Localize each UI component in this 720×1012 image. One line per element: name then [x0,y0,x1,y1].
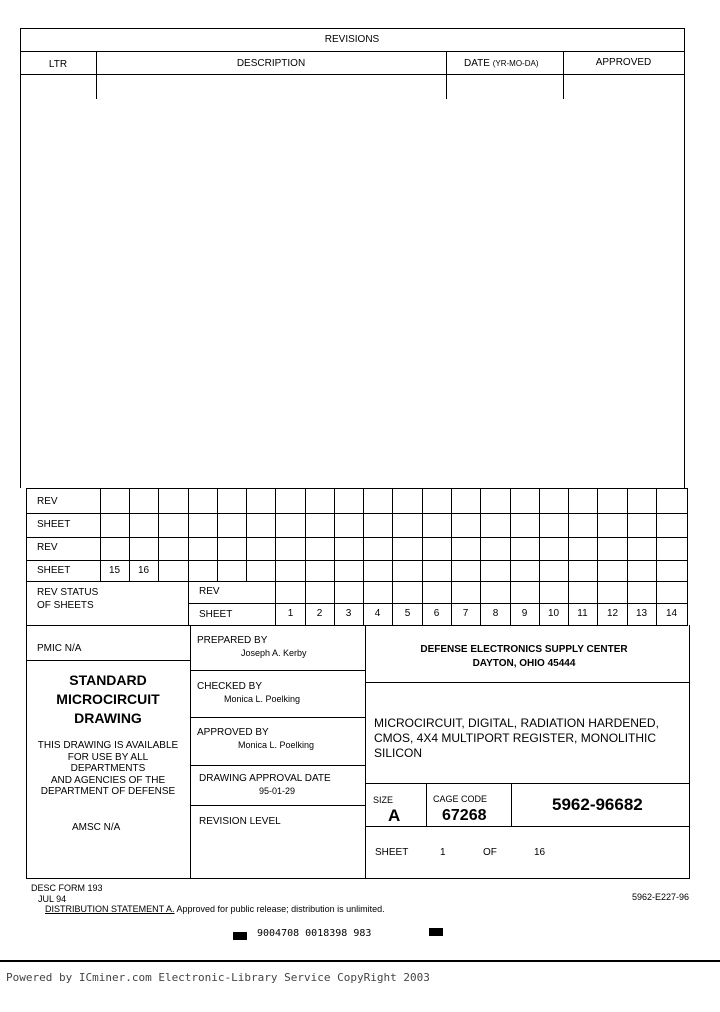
agency-line-2: DAYTON, OHIO 45444 [472,658,576,669]
status-sheet-7: 7 [462,608,469,619]
sheet-value: 1 [440,847,446,858]
rev-status-rev-label: REV [199,586,220,597]
cage-code-value: 67268 [442,807,487,824]
availability-line-3: DEPARTMENTS [70,763,146,774]
barcode-right-block [429,928,443,936]
barcode-text: 9004708 0018398 983 [257,928,372,939]
rev-row-label-1: REV [37,496,58,507]
sheet-label: SHEET [375,847,409,858]
form-date: JUL 94 [38,894,67,904]
size-value: A [388,806,401,825]
form-code: 5962-E227-96 [632,892,690,902]
status-sheet-13: 13 [635,608,648,619]
approved-by-name: Monica L. Poelking [238,740,315,750]
revision-level-label: REVISION LEVEL [199,816,281,827]
standard-title-3: DRAWING [74,710,142,726]
status-sheet-1: 1 [287,608,294,619]
of-label: OF [483,847,497,858]
agency-line-1: DEFENSE ELECTRONICS SUPPLY CENTER [420,644,628,655]
standard-title-1: STANDARD [69,672,147,688]
prepared-by-label: PREPARED BY [197,635,268,646]
drawing-title-2: CMOS, 4X4 MULTIPORT REGISTER, MONOLITHIC [374,731,657,745]
sheet-number-16: 16 [137,565,150,576]
status-sheet-5: 5 [404,608,411,619]
status-sheet-14: 14 [665,608,678,619]
date-label: DATE [464,58,490,69]
col-ltr-header: LTR [48,59,68,70]
approved-by-label: APPROVED BY [197,727,269,738]
drawing-title-1: MICROCIRCUIT, DIGITAL, RADIATION HARDENED, [374,716,659,730]
status-sheet-9: 9 [521,608,528,619]
drawing-number: 5962-96682 [552,795,643,814]
prepared-by-name: Joseph A. Kerby [241,648,307,658]
drawing-title-3: SILICON [374,746,423,760]
status-sheet-12: 12 [606,608,619,619]
availability-line-2: FOR USE BY ALL [67,752,149,763]
rev-status-label-1: REV STATUS [37,587,99,598]
status-sheet-11: 11 [577,608,588,619]
status-sheet-2: 2 [316,608,323,619]
status-sheet-6: 6 [433,608,440,619]
of-value: 16 [534,847,546,858]
pmic-label: PMIC N/A [37,643,82,654]
barcode-left-block [233,932,247,940]
checked-by-label: CHECKED BY [197,681,263,692]
cage-code-label: CAGE CODE [433,794,488,804]
rev-row-label-2: REV [37,542,58,553]
revisions-title: REVISIONS [324,34,380,45]
col-date-header [464,58,539,70]
status-sheet-8: 8 [492,608,499,619]
sheet-number-15: 15 [108,565,121,576]
size-label: SIZE [373,795,394,805]
col-description-header: DESCRIPTION [236,58,306,69]
availability-line-4: AND AGENCIES OF THE [50,775,166,786]
sheet-row-label-2: SHEET [37,565,71,576]
sheet-row-label-1: SHEET [37,519,71,530]
distribution-text: Approved for public release; distribution is unlimited. [176,904,385,914]
approval-date-value: 95-01-29 [259,786,296,796]
rev-status-label-2: OF SHEETS [37,600,94,611]
status-sheet-10: 10 [547,608,560,619]
status-sheet-4: 4 [374,608,381,619]
availability-line-5: DEPARTMENT OF DEFENSE [40,786,176,797]
amsc-label: AMSC N/A [72,822,121,833]
approval-date-label: DRAWING APPROVAL DATE [199,773,331,784]
form-number: DESC FORM 193 [31,883,103,893]
col-approved-header: APPROVED [595,57,652,68]
powered-by-banner: Powered by ICminer.com Electronic-Library Service CopyRight 2003 [6,971,430,984]
availability-line-1: THIS DRAWING IS AVAILABLE [37,740,179,751]
date-format: (YR-MO-DA) [492,59,539,68]
standard-title-2: MICROCIRCUIT [56,691,160,707]
status-sheet-3: 3 [345,608,352,619]
checked-by-name: Monica L. Poelking [224,694,301,704]
distribution-label: DISTRIBUTION STATEMENT A. [45,904,175,914]
distribution-statement [45,903,385,915]
rev-status-sheet-label: SHEET [199,609,233,620]
